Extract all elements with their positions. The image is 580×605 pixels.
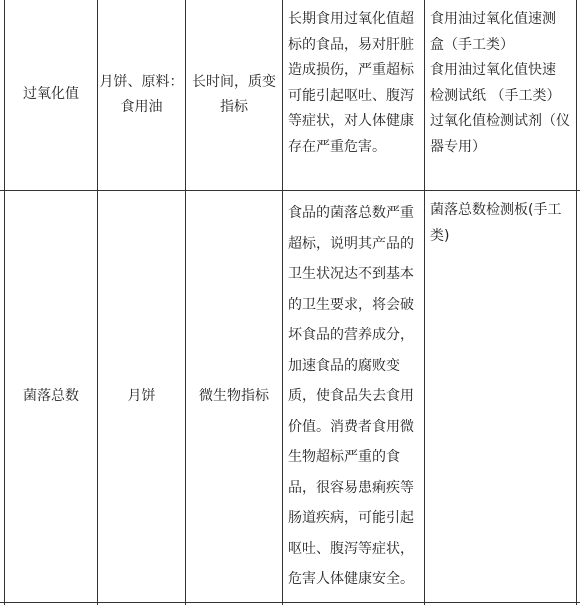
harm-line: 加速食品的腐败变 [288,357,400,374]
column-divider [282,0,283,605]
test-line: 器专用） [430,138,486,155]
food-line: 月饼 [127,387,156,404]
test-line: 食用油过氧化值快速 [430,62,556,78]
harm-line: 生物超标严重的食 [288,449,400,465]
harm-line: 呕吐、腹泻等症状， [288,540,414,557]
harm-line: 危害人体健康安全。 [288,571,414,587]
table-row-1-harm [288,7,422,160]
harm-line: 等症状，对人体健康 [288,113,414,129]
harm-line: 坏食品的营养成分， [288,327,414,343]
harm-line: 肠道疾病，可能引起 [288,510,414,526]
table-row-2-indicator [5,191,97,602]
indicator-text: 菌落总数 [23,387,79,404]
test-line: 食用油过氧化值速测 [430,11,556,27]
table-row-2-test [430,198,575,249]
table-border-right [576,0,577,605]
harm-line: 质，使食品失去食用 [288,388,414,404]
test-line: 类) [430,227,450,244]
harm-line: 价值。消费者食用微 [288,418,414,435]
table-row-2-harm [288,198,422,595]
table-row-2-food [98,191,185,602]
row-divider [0,602,580,603]
table-row-1-indicator [5,0,97,190]
harm-line: 卫生状况达不到基本 [288,266,414,282]
reason-line: 微生物指标 [199,387,269,404]
harm-line: 超标，说明其产品的 [288,235,414,252]
test-line: 菌落总数检测板(手工 [430,202,562,218]
reason-line: 指标 [220,99,248,115]
table-row-1-food [98,0,185,190]
indicator-text: 过氧化值 [23,86,79,103]
table-row-2-reason [186,191,282,602]
harm-line: 可能引起呕吐、腹泻 [288,87,414,104]
harm-line: 品，很容易患痢疾等 [288,479,414,496]
harm-line: 标的食品，易对肝脏 [288,36,414,53]
reason-line: 长时间，质变 [192,73,276,90]
harm-line: 的卫生要求，将会破 [288,296,414,313]
test-line: 检测试纸 （手工类） [430,87,561,104]
food-line: 食用油 [120,99,163,115]
column-divider [424,0,425,605]
table-row-1-test [430,7,575,160]
table-row-1-reason [186,0,282,190]
harm-line: 食品的菌落总数严重 [288,205,414,221]
harm-line: 长期食用过氧化值超 [288,11,414,27]
test-line: 过氧化值检测试剂（仪 [430,113,570,129]
harm-line: 存在严重危害。 [288,138,386,155]
test-line: 盒（手工类） [430,36,514,53]
harm-line: 造成损伤，严重超标 [288,62,414,78]
food-line: 月饼、原料： [99,73,184,90]
